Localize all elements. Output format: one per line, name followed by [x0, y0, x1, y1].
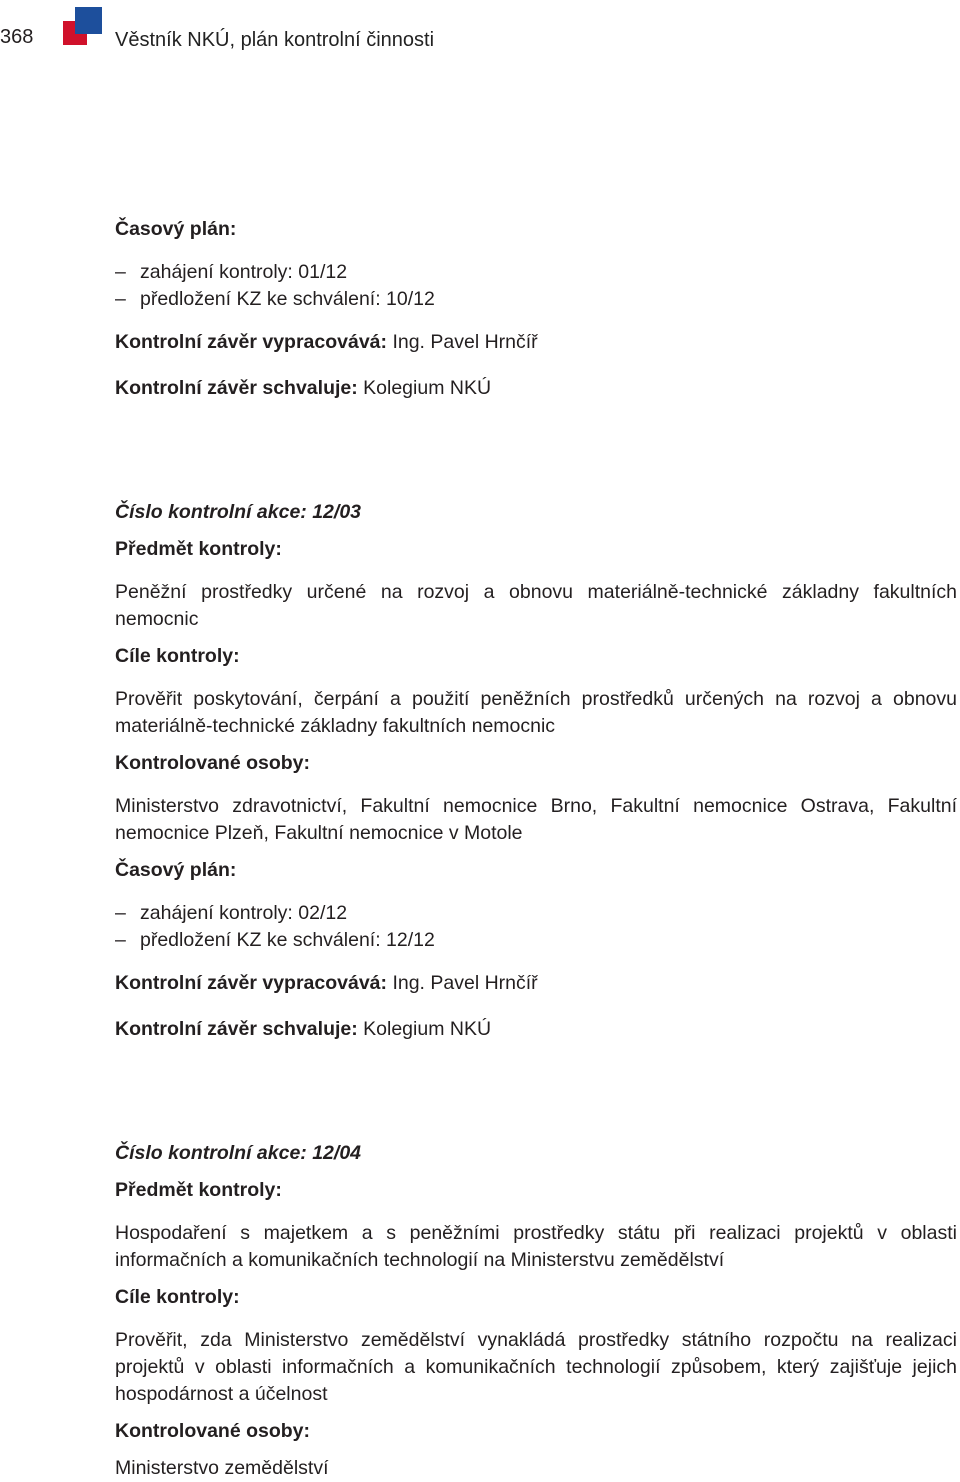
predmet-heading: Předmět kontroly: — [115, 1179, 282, 1201]
document-body — [115, 216, 957, 1482]
vypracovava-label: Kontrolní závěr vypracovává: — [115, 331, 388, 353]
schvaluje-value: Kolegium NKÚ — [357, 377, 492, 399]
schvaluje-line — [115, 375, 957, 402]
schvaluje-label: Kontrolní závěr schvaluje: — [115, 1018, 358, 1040]
schvaluje-line — [115, 1016, 957, 1043]
running-title: Věstník NKÚ, plán kontrolní činnosti — [115, 29, 435, 51]
predmet-text: Hospodaření s majetkem a s peněžními prostředky státu při realizaci projektů v oblasti informačních a komunikačních technologií na Ministerstvu zemědělství — [115, 1222, 957, 1271]
casovy-plan-heading: Časový plán: — [115, 859, 237, 881]
vypracovava-line — [115, 329, 957, 356]
cile-text: Prověřit poskytování, čerpání a použití peněžních prostředků určených na rozvoj a obnovu materiálně-technické základny fakultních nemocnic — [115, 688, 957, 737]
schedule-item: – předložení KZ ke schválení: 12/12 — [115, 927, 957, 954]
vypracovava-value: Ing. Pavel Hrnčíř — [387, 972, 538, 994]
schvaluje-value: Kolegium NKÚ — [357, 1018, 492, 1040]
osoby-text: Ministerstvo zemědělství — [115, 1457, 329, 1479]
casovy-plan-heading: Časový plán: — [115, 218, 237, 240]
vypracovava-value: Ing. Pavel Hrnčíř — [387, 331, 538, 353]
action-number-heading: Číslo kontrolní akce: 12/03 — [115, 501, 362, 523]
osoby-heading: Kontrolované osoby: — [115, 1420, 311, 1442]
schedule-item: – předložení KZ ke schválení: 10/12 — [115, 286, 957, 313]
osoby-heading: Kontrolované osoby: — [115, 752, 311, 774]
logo-blue-square — [75, 7, 102, 34]
vypracovava-label: Kontrolní závěr vypracovává: — [115, 972, 388, 994]
cile-heading: Cíle kontroly: — [115, 1286, 240, 1308]
vypracovava-line — [115, 970, 957, 997]
schedule-item: – zahájení kontroly: 02/12 — [115, 900, 957, 927]
nku-logo — [63, 7, 103, 47]
schedule-item: – zahájení kontroly: 01/12 — [115, 259, 957, 286]
cile-heading: Cíle kontroly: — [115, 645, 240, 667]
schvaluje-label: Kontrolní závěr schvaluje: — [115, 377, 358, 399]
action-number-heading: Číslo kontrolní akce: 12/04 — [115, 1142, 362, 1164]
page-number: 368 — [0, 26, 34, 48]
predmet-text: Peněžní prostředky určené na rozvoj a obnovu materiálně-technické základny fakultních nemocnic — [115, 581, 957, 630]
cile-text: Prověřit, zda Ministerstvo zemědělství vynakládá prostředky státního rozpočtu na realizaci projektů v oblasti informačních a komunikačních technologií způsobem, který zajišťuje jejich hospodárnost a účelnost — [115, 1329, 957, 1405]
osoby-text: Ministerstvo zdravotnictví, Fakultní nemocnice Brno, Fakultní nemocnice Ostrava, Fakultní nemocnice Plzeň, Fakultní nemocnice v Motole — [115, 795, 957, 844]
predmet-heading: Předmět kontroly: — [115, 538, 282, 560]
